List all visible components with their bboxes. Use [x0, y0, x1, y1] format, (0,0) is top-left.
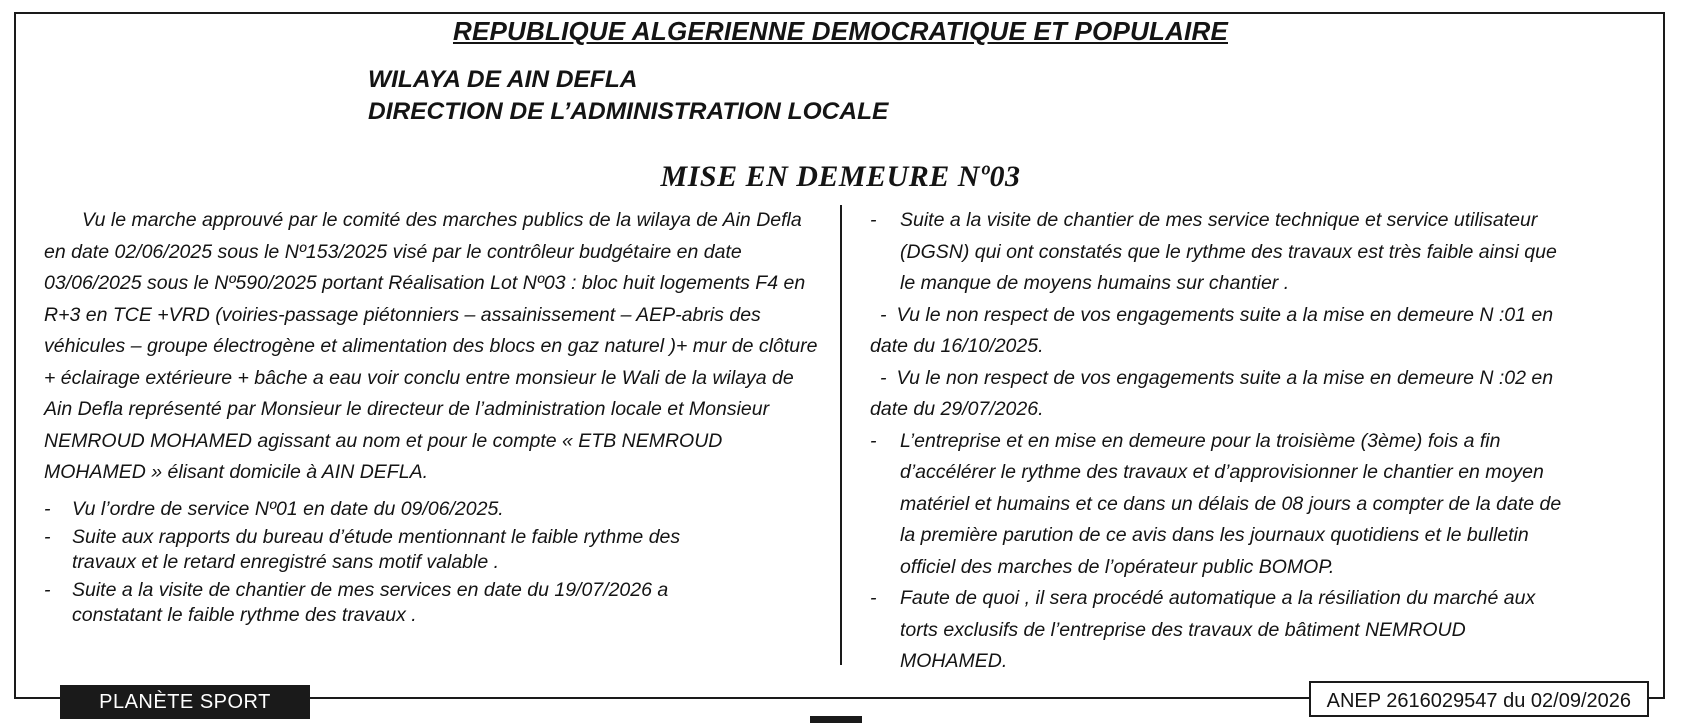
list-item: - Suite aux rapports du bureau d’étude mentionnant le faible rythme des travaux et le retard enregistré sans motif valable .: [44, 525, 681, 573]
dash-bullet: -: [44, 497, 51, 520]
list-item: - Vu l’ordre de service Nº01 en date du 09/06/2025.: [44, 497, 504, 520]
preamble-line: logements F4 en R+3 en TCE +VRD (voiries-passage piétonniers –: [44, 272, 806, 326]
preamble-line: élisant domicile à AIN DEFLA.: [167, 461, 428, 483]
direction-name: DIRECTION DE L’ADMINISTRATION LOCALE: [368, 98, 889, 125]
left-considerations-list: [44, 497, 824, 628]
dash-bullet: -: [44, 578, 51, 601]
list-item: - Faute de quoi , il sera procédé automatique a la résiliation du marché aux torts exclusifs de l’entreprise des travaux de bâtiment NEMROUD MOHAMED.: [870, 583, 1650, 678]
right-column: [870, 205, 1650, 678]
preamble-line: MOHAMED agissant au nom et pour le compte « ETB NEMROUD MOHAMED »: [44, 429, 723, 483]
preamble-line: date 03/06/2025 sous le Nº590/2025 portant Réalisation Lot Nº03 : bloc huit: [44, 240, 742, 294]
notice-title: MISE EN DEMEURE Nº03: [660, 160, 1021, 193]
dash-bullet: -: [870, 587, 877, 609]
dash-bullet: -: [870, 429, 877, 452]
preamble-paragraph: [44, 205, 824, 489]
section-label: PLANÈTE SPORT: [60, 685, 310, 719]
left-column: [44, 205, 824, 631]
list-item: - Vu le non respect de vos engagements suite a la mise en demeure N :01 en date du 16/10/2025.: [870, 303, 1554, 357]
column-divider: [840, 205, 842, 665]
bottom-mark: [810, 716, 862, 723]
republic-title: REPUBLIQUE ALGERIENNE DEMOCRATIQUE ET POPULAIRE: [452, 16, 1228, 46]
issuing-authority: [368, 64, 888, 128]
preamble-line: Defla en date 02/06/2025 sous le Nº153/2025 visé par le contrôleur budgétaire en: [44, 209, 802, 263]
right-considerations-list: [870, 205, 1650, 678]
wilaya-name: WILAYA DE AIN DEFLA: [368, 66, 638, 93]
preamble-line: Vu le marche approuvé par le comité des marches publics de la wilaya de Ain: [82, 209, 751, 231]
dash-bullet: -: [880, 366, 887, 389]
list-item: - L’entreprise et en mise en demeure pour la troisième (3ème) fois a fin d’accélérer le rythme des travaux et d’approvisionner le chantier en moyen matériel et humains et ce dans un délais de 08 jours a compter de la date de la première parution de ce avis dans les journaux quotidiens et le bulletin officiel des marches de l’opérateur public BOMOP.: [870, 426, 1650, 584]
list-item: - Suite a la visite de chantier de mes services en date du 19/07/2026 a constatant le faible rythme des travaux .: [44, 578, 669, 626]
preamble-line: Monsieur le directeur de l’administration locale et Monsieur NEMROUD: [44, 398, 770, 452]
list-item: - Suite a la visite de chantier de mes service technique et service utilisateur (DGSN) qui ont constatés que le rythme des travaux est très faible ainsi que le manque de moyens humains sur chantier .: [870, 205, 1650, 300]
list-item: - Vu le non respect de vos engagements suite a la mise en demeure N :02 en date du 29/07/2026.: [870, 366, 1554, 420]
dash-bullet: -: [880, 303, 887, 326]
preamble-line: assainissement – AEP-abris des véhicules – groupe électrogène et alimentation: [44, 303, 761, 357]
dash-bullet: -: [870, 209, 877, 231]
preamble-line: voir conclu entre monsieur le Wali de la wilaya de Ain Defla représenté par: [44, 366, 794, 420]
dash-bullet: -: [44, 525, 51, 548]
preamble-line: des blocs en gaz naturel )+ mur de clôture + éclairage extérieure + bâche a eau: [44, 335, 818, 389]
anep-reference: ANEP 2616029547 du 02/09/2026: [1309, 681, 1649, 717]
